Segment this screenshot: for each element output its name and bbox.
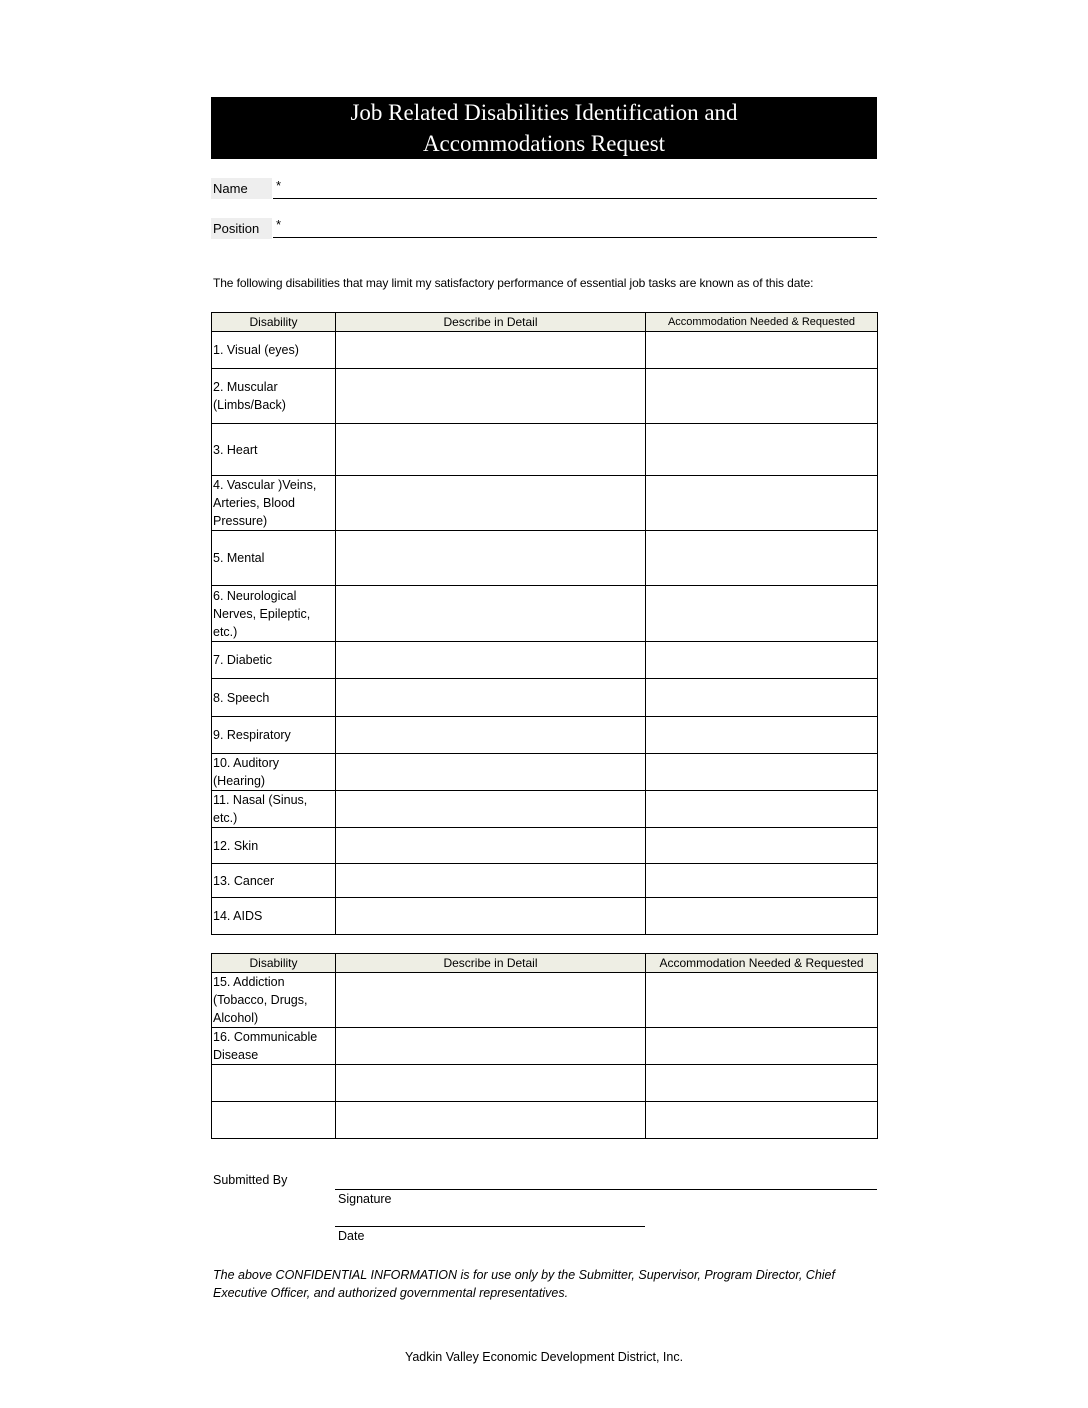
accommodation-cell[interactable] [646, 791, 878, 828]
name-field[interactable]: * [273, 178, 877, 199]
header-accommodation: Accommodation Needed & Requested [646, 954, 878, 973]
accommodation-cell[interactable] [646, 642, 878, 679]
disability-label: 15. Addiction (Tobacco, Drugs, Alcohol) [212, 973, 336, 1028]
describe-cell[interactable] [336, 369, 646, 424]
accommodation-cell[interactable] [646, 369, 878, 424]
form-title [211, 97, 877, 159]
describe-cell[interactable] [336, 864, 646, 898]
accommodation-cell[interactable] [646, 1102, 878, 1139]
accommodation-cell[interactable] [646, 332, 878, 369]
describe-cell[interactable] [336, 828, 646, 864]
header-accommodation: Accommodation Needed & Requested [646, 313, 878, 332]
accommodation-cell[interactable] [646, 1028, 878, 1065]
accommodation-cell[interactable] [646, 531, 878, 586]
disability-label: 3. Heart [212, 424, 336, 476]
describe-cell[interactable] [336, 754, 646, 791]
disability-label: 14. AIDS [212, 898, 336, 935]
date-line[interactable] [335, 1226, 645, 1227]
disability-label: 6. Neurological Nerves, Epileptic, etc.) [212, 586, 336, 642]
describe-cell[interactable] [336, 476, 646, 531]
describe-cell[interactable] [336, 332, 646, 369]
accommodation-cell[interactable] [646, 828, 878, 864]
accommodation-cell[interactable] [646, 864, 878, 898]
describe-cell[interactable] [336, 1028, 646, 1065]
header-describe: Describe in Detail [336, 954, 646, 973]
describe-cell[interactable] [336, 586, 646, 642]
describe-cell[interactable] [336, 791, 646, 828]
describe-cell[interactable] [336, 1065, 646, 1102]
describe-cell[interactable] [336, 973, 646, 1028]
header-disability: Disability [212, 954, 336, 973]
signature-line[interactable] [335, 1189, 877, 1190]
describe-cell[interactable] [336, 642, 646, 679]
accommodation-cell[interactable] [646, 973, 878, 1028]
disability-label: 10. Auditory (Hearing) [212, 754, 336, 791]
submitted-by-label: Submitted By [213, 1173, 288, 1187]
header-describe: Describe in Detail [336, 313, 646, 332]
disability-label: 5. Mental [212, 531, 336, 586]
accommodation-cell[interactable] [646, 1065, 878, 1102]
intro-text: The following disabilities that may limit my satisfactory performance of essential job tasks are known as of this date: [213, 276, 814, 290]
accommodation-cell[interactable] [646, 898, 878, 935]
disability-label: 4. Vascular )Veins, Arteries, Blood Pressure) [212, 476, 336, 531]
accommodation-cell[interactable] [646, 679, 878, 717]
disability-label: 12. Skin [212, 828, 336, 864]
accommodation-cell[interactable] [646, 754, 878, 791]
name-label: Name [211, 178, 272, 199]
date-label: Date [338, 1229, 365, 1243]
disability-label: 8. Speech [212, 679, 336, 717]
disability-label: 11. Nasal (Sinus, etc.) [212, 791, 336, 828]
header-disability: Disability [212, 313, 336, 332]
accommodation-cell[interactable] [646, 424, 878, 476]
disability-label[interactable] [212, 1102, 336, 1139]
organization-footer: Yadkin Valley Economic Development District, Inc. [404, 1350, 684, 1364]
describe-cell[interactable] [336, 1102, 646, 1139]
describe-cell[interactable] [336, 717, 646, 754]
position-field[interactable]: * [273, 217, 877, 238]
disability-label: 9. Respiratory [212, 717, 336, 754]
disability-label: 7. Diabetic [212, 642, 336, 679]
describe-cell[interactable] [336, 424, 646, 476]
disability-label: 1. Visual (eyes) [212, 332, 336, 369]
describe-cell[interactable] [336, 898, 646, 935]
describe-cell[interactable] [336, 531, 646, 586]
disabilities-table [211, 312, 878, 935]
form-title-line1: Job Related Disabilities Identification and [350, 100, 738, 125]
disability-label[interactable] [212, 1065, 336, 1102]
additional-disabilities-table [211, 953, 878, 1139]
accommodation-cell[interactable] [646, 476, 878, 531]
describe-cell[interactable] [336, 679, 646, 717]
disability-label: 16. Communicable Disease [212, 1028, 336, 1065]
disability-label: 2. Muscular (Limbs/Back) [212, 369, 336, 424]
disability-label: 13. Cancer [212, 864, 336, 898]
position-label: Position [211, 218, 272, 239]
confidential-notice: The above CONFIDENTIAL INFORMATION is for use only by the Submitter, Supervisor, Program Director, Chief Executive Officer, and authorized governmental representatives. [213, 1268, 835, 1300]
signature-label: Signature [338, 1192, 392, 1206]
accommodation-cell[interactable] [646, 717, 878, 754]
form-title-line2: Accommodations Request [422, 131, 666, 156]
accommodation-cell[interactable] [646, 586, 878, 642]
